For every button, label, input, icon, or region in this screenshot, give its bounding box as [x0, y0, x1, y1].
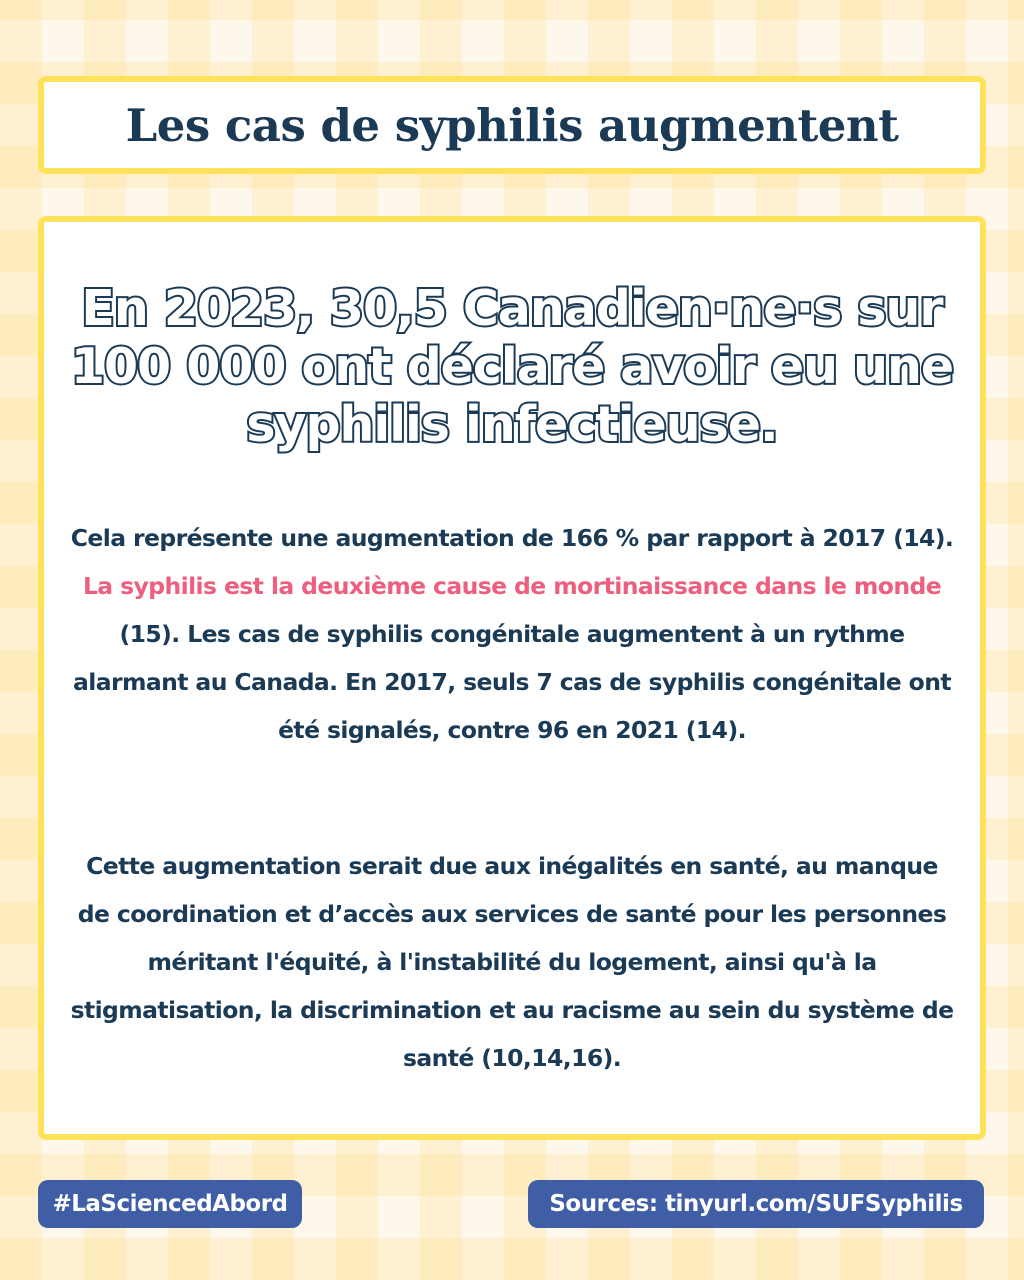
sources-badge[interactable]: Sources: tinyurl.com/SUFSyphilis	[528, 1180, 984, 1228]
paragraph-increase-part2: (15). Les cas de syphilis congénitale augmentent à un rythme alarmant au Canada. En 2017, seuls 7 cas de syphilis congénitale ont été signalés, contre 96 en 2021 (14).	[72, 620, 951, 744]
hashtag-badge: #LaSciencedAbord	[38, 1180, 302, 1228]
highlight-stillbirth: La syphilis est la deuxième cause de mortinaissance dans le monde	[82, 572, 942, 600]
paragraph-increase-part1: Cela représente une augmentation de 166 % par rapport à 2017 (14).	[70, 524, 954, 552]
page-title: Les cas de syphilis augmentent	[125, 98, 899, 152]
paragraph-increase	[44, 514, 980, 754]
paragraph-causes: Cette augmentation serait due aux inégalités en santé, au manque de coordination et d’accès aux services de santé pour les personnes méritant l'équité, à l'instabilité du logement, ainsi qu'à la stigmatisation, la discrimination et au racisme au sein du système de santé (10,14,16).	[70, 852, 954, 1072]
title-banner	[38, 76, 986, 174]
headline-statistic: En 2023, 30,5 Canadien·ne·s sur 100 000 ont déclaré avoir eu une syphilis infectieuse.	[70, 280, 954, 453]
content-card	[38, 216, 986, 1140]
